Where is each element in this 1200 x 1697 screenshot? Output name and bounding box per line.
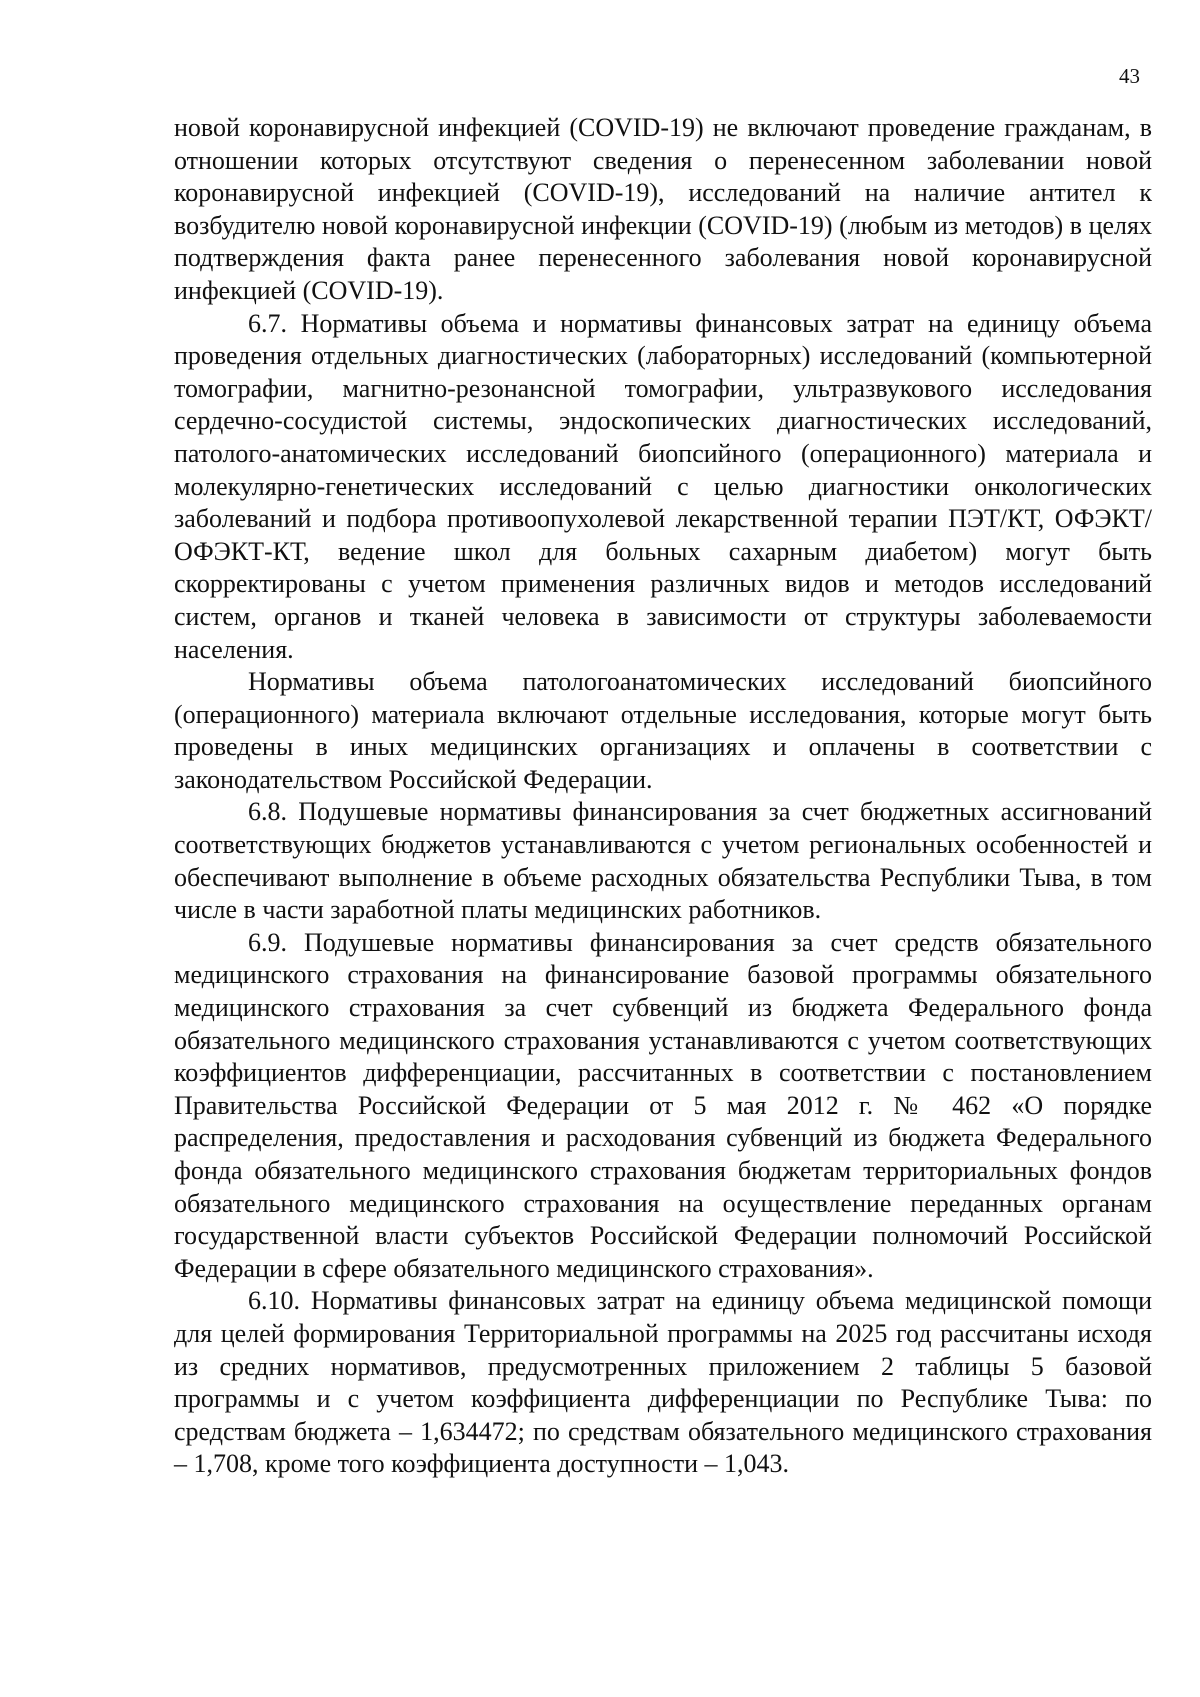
- paragraph-covid-continuation: новой коронавирусной инфекцией (COVID-19) не включают проведение гражданам, в отношении которых отсутствуют сведения о перенесенном заболевании новой коронавирусной инфекцией (COVID-19), исследований на наличие антител к возбудителю новой коронавирусной инфекции (COVID-19) (любым из методов) в целях подтверждения факта ранее перенесенного заболевания новой коронавирусной инфекцией (COVID-19).: [174, 113, 1152, 305]
- paragraph-6-8: 6.8. Подушевые нормативы финансирования за счет бюджетных ассигнований соответствующих бюджетов устанавливаются с учетом региональных особенностей и обеспечивают выполнение в объеме расходных обязательства Республики Тыва, в том числе в части заработной платы медицинских работников.: [174, 797, 1152, 925]
- document-body: [174, 112, 1152, 1481]
- paragraph-6-10: 6.10. Нормативы финансовых затрат на единицу объема медицинской помощи для целей формирования Территориальной программы на 2025 год рассчитаны исходя из средних нормативов, предусмотренных приложением 2 таблицы 5 базовой программы и с учетом коэффициента дифференциации по Республике Тыва: по средствам бюджета – 1,634472; по средствам обязательного медицинского страхования – 1,708, кроме того коэффициента доступности – 1,043.: [174, 1286, 1152, 1479]
- paragraph-pathology-volumes: Нормативы объема патологоанатомических исследований биопсийного (операционного) материала включают отдельные исследования, которые могут быть проведены в иных медицинских организациях и оплачены в соответствии с законодательством Российской Федерации.: [174, 667, 1152, 794]
- paragraph-6-9: 6.9. Подушевые нормативы финансирования за счет средств обязательного медицинского страхования на финансирование базовой программы обязательного медицинского страхования за счет субвенций из бюджета Федерального фонда обязательного медицинского страхования устанавливаются с учетом соответствующих коэффициентов дифференциации, рассчитанных в соответствии с постановлением Правительства Российской Федерации от 5 мая 2012 г. № 462 «О порядке распределения, предоставления и расходования субвенций из бюджета Федерального фонда обязательного медицинского страхования бюджетам территориальных фондов обязательного медицинского страхования на осуществление переданных органам государственной власти субъектов Российской Федерации полномочий Российской Федерации в сфере обязательного медицинского страхования».: [174, 927, 1152, 1283]
- paragraph-6-7: 6.7. Нормативы объема и нормативы финансовых затрат на единицу объема проведения отдельных диагностических (лабораторных) исследований (компьютерной томографии, магнитно-резонансной томографии, ультразвукового исследования сердечно-сосудистой системы, эндоскопических диагностических исследований, патолого-анатомических исследований биопсийного (операционного) материала и молекулярно-генетических исследований с целью диагностики онкологических заболеваний и подбора противоопухолевой лекарственной терапии ПЭТ/КТ, ОФЭКТ/ОФЭКТ-КТ, ведение школ для больных сахарным диабетом) могут быть скорректированы с учетом применения различных видов и методов исследований систем, органов и тканей человека в зависимости от структуры заболеваемости населения.: [174, 308, 1152, 664]
- page-number: 43: [1119, 64, 1140, 88]
